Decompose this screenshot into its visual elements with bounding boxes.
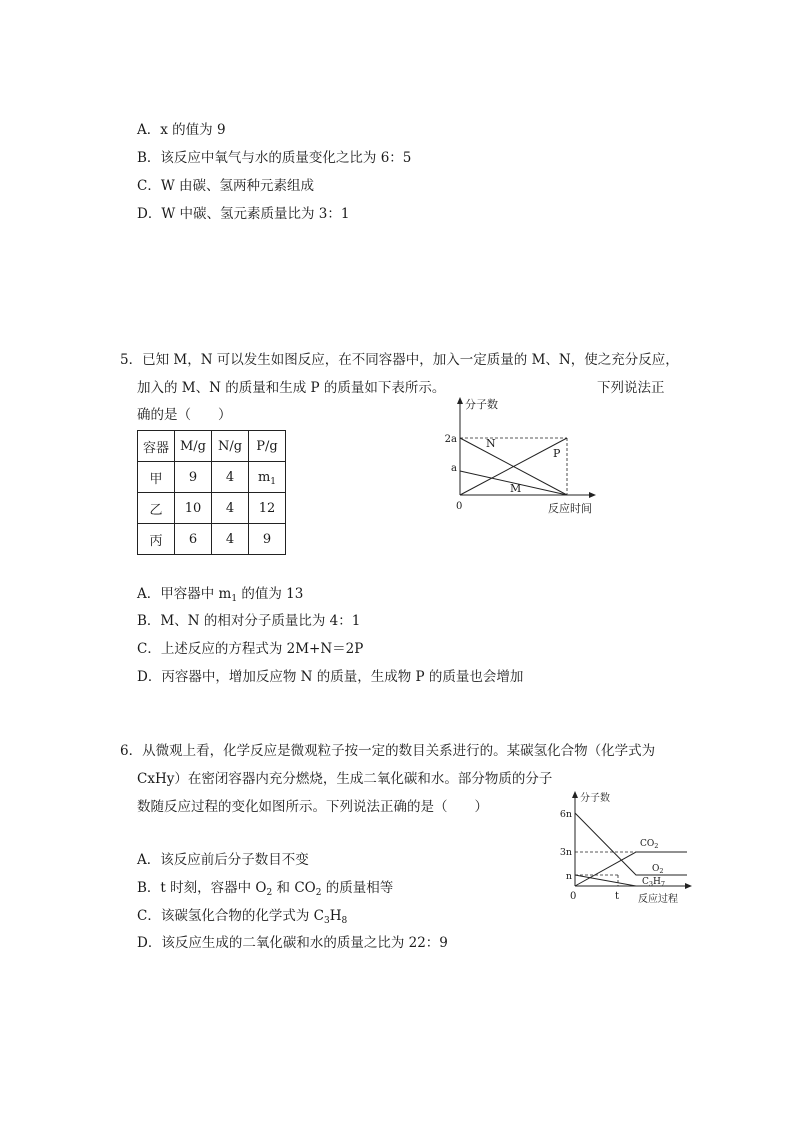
table-cell: 丙 xyxy=(138,524,175,555)
q6-option-d: D．该反应生成的二氧化碳和水的质量之比为 22：9 xyxy=(137,935,448,951)
q4-option-d: D．W 中碳、氢元素质量比为 3：1 xyxy=(137,206,350,222)
table-row xyxy=(138,524,286,555)
q5-option-a-sub: 1 xyxy=(231,594,238,604)
q5-option-a-tail: 的值为 13 xyxy=(237,586,304,602)
label-co2: $CO_2$ xyxy=(640,839,659,850)
q6-graph xyxy=(552,788,702,913)
header-cell: N/g xyxy=(212,431,249,462)
table-cell xyxy=(249,462,286,493)
q4-option-b: B．该反应中氧气与水的质量变化之比为 6：5 xyxy=(137,150,412,166)
q6-option-b-part: 和 CO xyxy=(272,880,316,896)
q6-option-b-sub: 2 xyxy=(266,888,273,898)
y-tick-n: n xyxy=(565,871,572,882)
q6-stem-line1: 6．从微观上看，化学反应是微观粒子按一定的数目关系进行的。某碳氢化合物（化学式为 xyxy=(120,743,656,759)
header-cell: P/g xyxy=(249,431,286,462)
q6-option-b xyxy=(137,879,393,897)
table-header-row xyxy=(138,431,286,462)
q6-option-c-part: H xyxy=(329,908,342,924)
q6-option-b-part: B．t 时刻，容器中 O xyxy=(137,880,267,896)
x-axis-label: 反应过程 xyxy=(638,894,678,905)
q5-option-a xyxy=(137,585,303,603)
header-cell: 容器 xyxy=(138,431,175,462)
q6-option-b-sub: 2 xyxy=(315,888,322,898)
q5-option-d: D．丙容器中，增加反应物 N 的质量，生成物 P 的质量也会增加 xyxy=(137,669,524,685)
y-tick-6n: 6n xyxy=(559,809,572,820)
q5-option-a-text: A．甲容器中 m xyxy=(137,586,232,602)
y-tick-a: a xyxy=(451,463,457,474)
table-cell: 4 xyxy=(212,462,249,493)
q6-option-c-part: C．该碳氢化合物的化学式为 C xyxy=(137,908,324,924)
q6-option-c-sub: 3 xyxy=(323,916,330,926)
table-cell: 12 xyxy=(249,493,286,524)
y-axis-label: 分子数 xyxy=(580,793,610,804)
q6-option-a: A．该反应前后分子数目不变 xyxy=(137,852,309,868)
table-cell: 9 xyxy=(175,462,212,493)
table-cell: 甲 xyxy=(138,462,175,493)
q5-option-b: B．M、N 的相对分子质量比为 4：1 xyxy=(137,613,361,629)
q6-stem-line2: CxHy）在密闭容器内充分燃烧，生成二氧化碳和水。部分物质的分子 xyxy=(137,771,553,787)
cell-sub: 1 xyxy=(270,476,277,487)
table-cell: 6 xyxy=(175,524,212,555)
q4-option-c: C．W 由碳、氢两种元素组成 xyxy=(137,178,314,194)
header-cell: M/g xyxy=(175,431,212,462)
origin-label: 0 xyxy=(570,891,577,902)
t-tick-label: t xyxy=(615,891,620,902)
q5-graph xyxy=(440,395,610,520)
x-axis-arrow xyxy=(589,492,596,498)
table-cell: 乙 xyxy=(138,493,175,524)
q5-stem-line3: 确的是（ ） xyxy=(137,407,232,423)
q6-option-b-part: 的质量相等 xyxy=(321,880,394,896)
table-row xyxy=(138,493,286,524)
q5-stem-line1: 5．已知 M，N 可以发生如图反应，在不同容器中，加入一定质量的 M、N，使之充分反应， xyxy=(120,352,679,368)
q5-option-c: C．上述反应的方程式为 2M+N＝2P xyxy=(137,641,364,657)
q6-stem-line3: 数随反应过程的变化如图所示。下列说法正确的是（ ） xyxy=(137,799,488,815)
label-n: N xyxy=(486,437,496,450)
q6-option-c xyxy=(137,907,347,925)
y-axis-label: 分子数 xyxy=(465,398,498,411)
table-cell: 4 xyxy=(212,524,249,555)
table-row xyxy=(138,462,286,493)
q5-data-table xyxy=(137,430,286,555)
origin-label: 0 xyxy=(456,501,463,512)
q5-stem-line2: 加入的 M、N 的质量和生成 P 的质量如下表所示。 xyxy=(137,380,446,396)
y-axis-arrow xyxy=(457,397,463,404)
label-m: M xyxy=(510,482,522,495)
table-cell: 9 xyxy=(249,524,286,555)
table-cell: 10 xyxy=(175,493,212,524)
line-co2 xyxy=(575,852,687,886)
label-p: P xyxy=(553,447,561,460)
q6-option-c-sub: 8 xyxy=(341,916,348,926)
cell-base: m xyxy=(257,469,271,485)
table-cell: 4 xyxy=(212,493,249,524)
y-axis-arrow xyxy=(572,791,578,798)
q4-option-a: A．x 的值为 9 xyxy=(137,122,226,138)
x-axis-label: 反应时间 xyxy=(548,502,592,515)
q5-stem-line2-end: 下列说法正 xyxy=(597,380,665,396)
label-cxhy: $C_3H_7$ xyxy=(642,877,666,888)
y-tick-3n: 3n xyxy=(559,847,572,858)
y-tick-2a: 2a xyxy=(444,434,457,445)
line-o2 xyxy=(575,813,687,875)
label-o2: $O_2$ xyxy=(652,864,664,875)
